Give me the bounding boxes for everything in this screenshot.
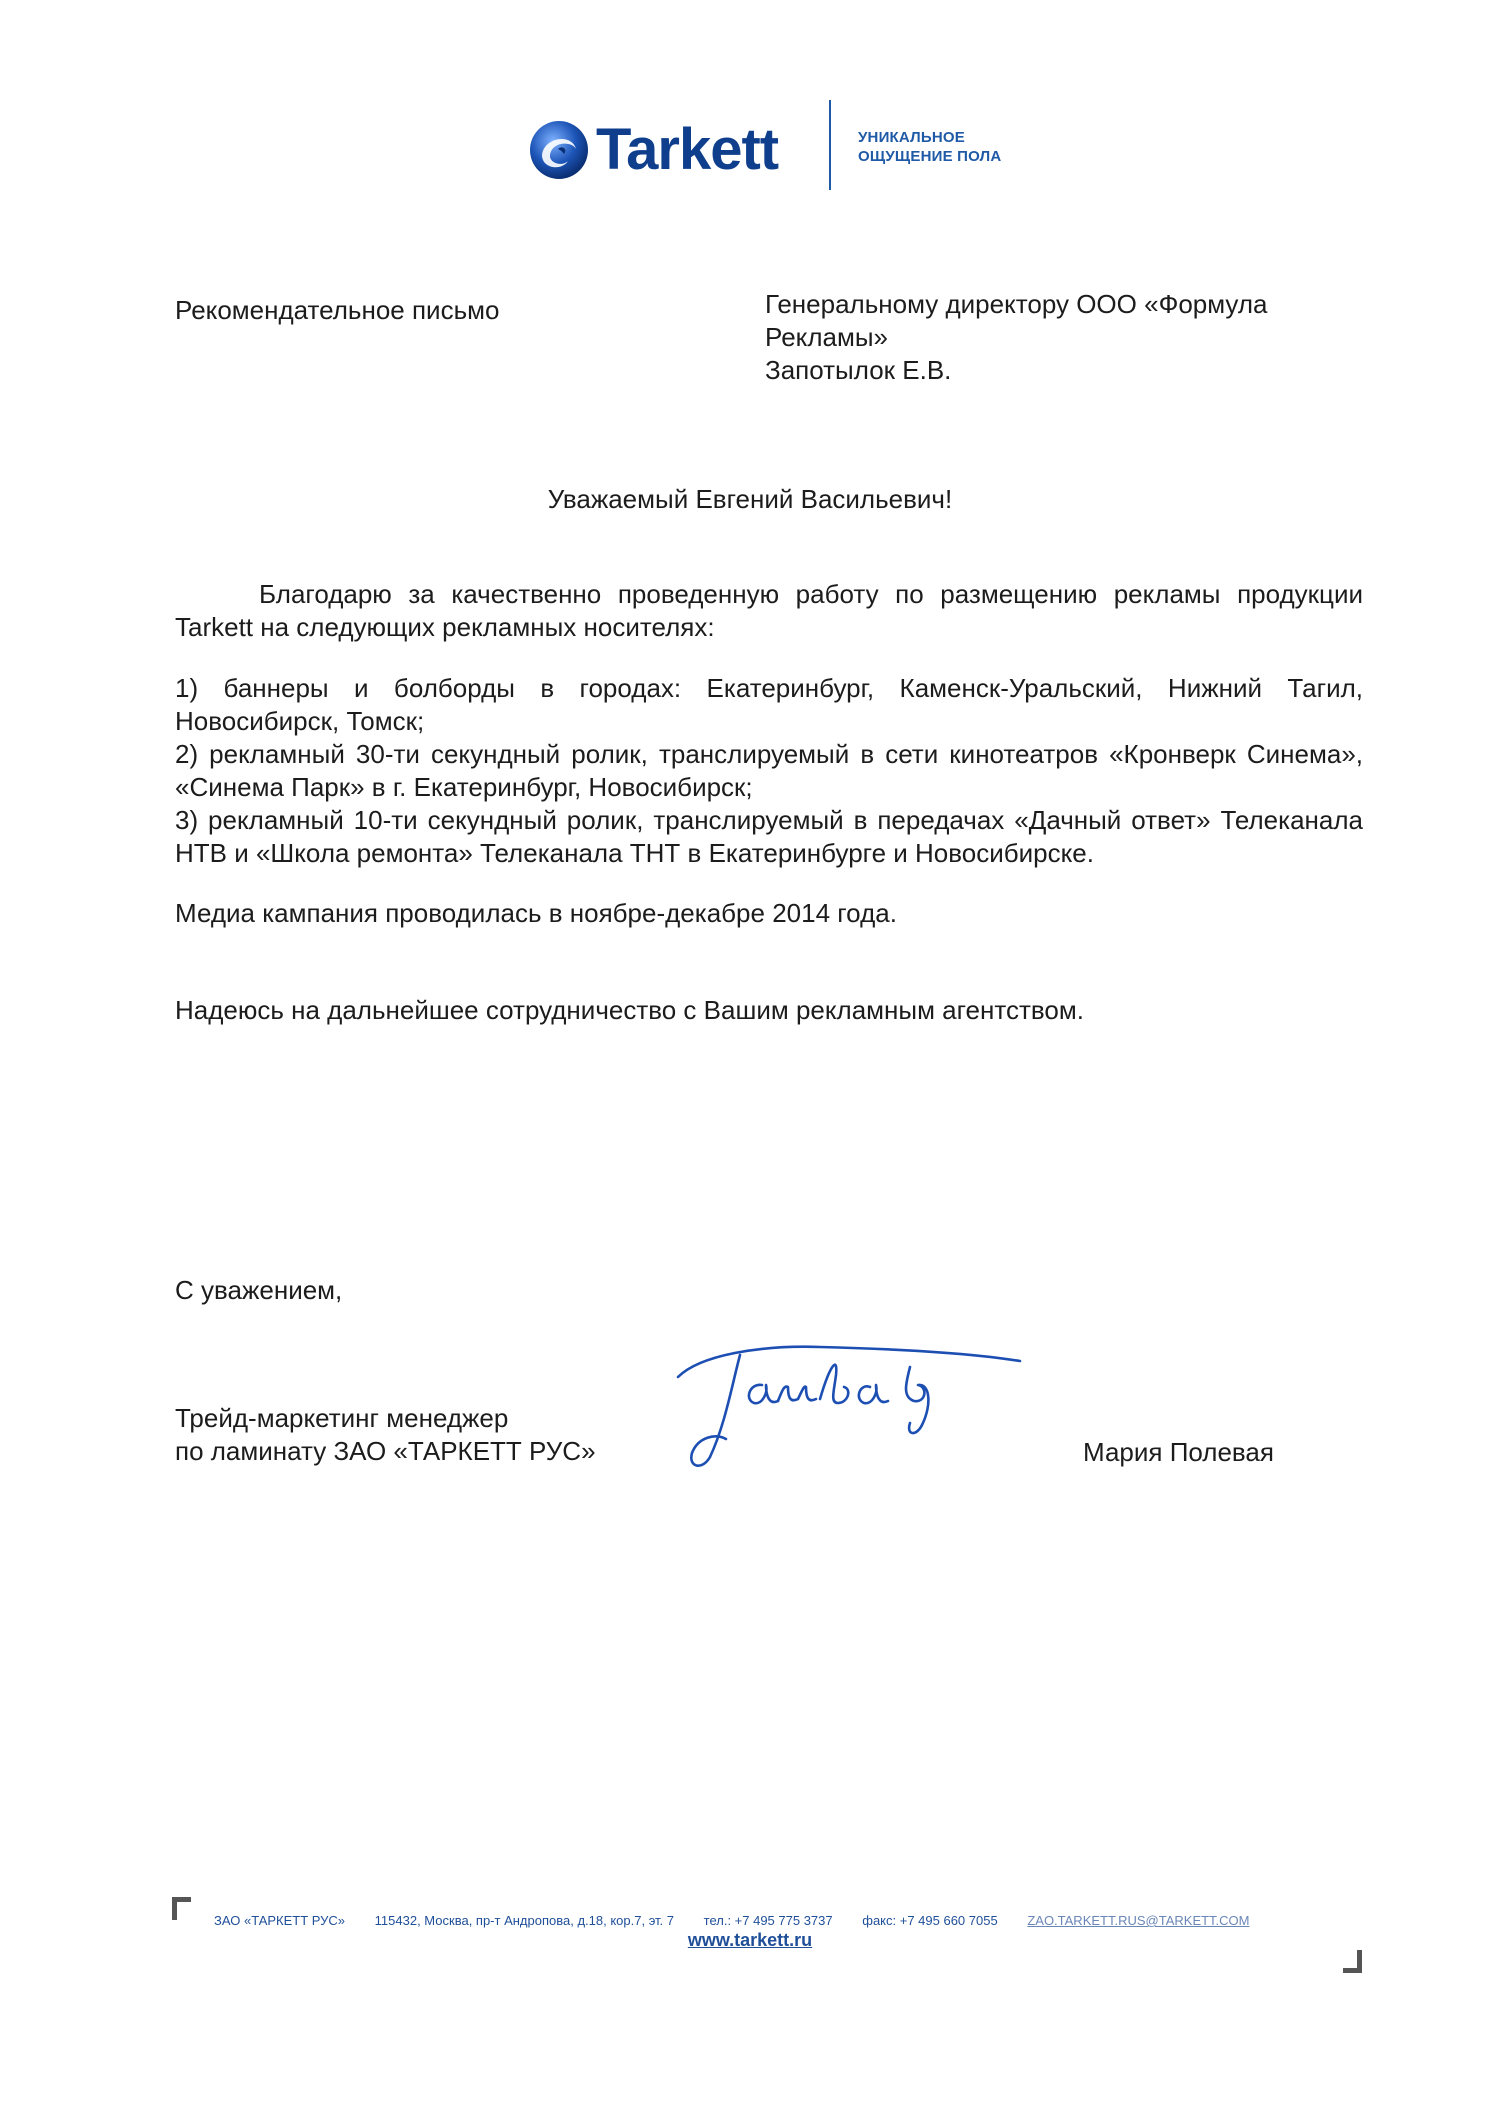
greeting: Уважаемый Евгений Васильевич!	[547, 484, 953, 514]
footer-corner-mark-left	[172, 1897, 191, 1920]
list-item: 1) баннеры и болборды в городах: Екатеринбург, Каменск-Уральский, Нижний Тагил, Новосибирск, Томск;	[175, 673, 1363, 736]
intro-text: Благодарю за качественно проведенную работу по размещению рекламы продукции Tarkett на следующих рекламных носителях:	[175, 579, 1363, 642]
footer-website-link[interactable]: www.tarkett.ru	[687, 1930, 813, 1950]
campaign-period: Медиа кампания проводилась в ноябре-декабре 2014 года.	[175, 898, 897, 928]
swirl-icon	[528, 119, 590, 181]
position-line-2: по ламинату ЗАО «ТАРКЕТТ РУС»	[175, 1436, 596, 1466]
handwritten-signature	[670, 1325, 1030, 1475]
footer-email-link[interactable]: ZAO.TARKETT.RUS@TARKETT.COM	[1027, 1913, 1250, 1928]
tagline-line-2: ОЩУЩЕНИЕ ПОЛА	[858, 148, 1002, 165]
footer-address: 115432, Москва, пр-т Андропова, д.18, кор.7, эт. 7	[374, 1913, 675, 1928]
recipient-block	[765, 288, 1385, 387]
recipient-line-3: Запотылок Е.В.	[765, 355, 952, 385]
tagline	[858, 128, 1001, 166]
footer-corner-mark-right	[1343, 1950, 1362, 1973]
list-item: 3) рекламный 10-ти секундный ролик, транслируемый в передачах «Дачный ответ» Телеканала НТВ и «Школа ремонта» Телеканала ТНТ в Екатеринбурге и Новосибирске.	[175, 805, 1363, 868]
footer-company: ЗАО «ТАРКЕТТ РУС»	[214, 1913, 346, 1928]
position-line-1: Трейд-маркетинг менеджер	[175, 1403, 509, 1433]
closing-sentence: Надеюсь на дальнейшее сотрудничество с Вашим рекламным агентством.	[175, 995, 1084, 1025]
media-list	[175, 672, 1363, 870]
logo-wordmark: Tarkett	[596, 117, 779, 182]
logo-divider	[829, 100, 831, 190]
tagline-line-1: УНИКАЛЬНОЕ	[858, 129, 965, 146]
regards: С уважением,	[175, 1275, 343, 1305]
footer-phone: тел.: +7 495 775 3737	[703, 1913, 833, 1928]
tarkett-logo	[528, 110, 778, 190]
signer-name: Мария Полевая	[1083, 1437, 1274, 1467]
list-item: 2) рекламный 30-ти секундный ролик, транслируемый в сети кинотеатров «Кронверк Синема», «Синема Парк» в г. Екатеринбург, Новосибирск;	[175, 739, 1363, 802]
document-type: Рекомендательное письмо	[175, 295, 500, 325]
footer-fax: факс: +7 495 660 7055	[862, 1913, 998, 1928]
recipient-line-2: Рекламы»	[765, 322, 888, 352]
footer-contacts	[214, 1913, 1250, 1928]
recipient-line-1: Генеральному директору ООО «Формула	[765, 289, 1268, 319]
signer-position	[175, 1402, 596, 1468]
intro-paragraph	[175, 578, 1363, 644]
